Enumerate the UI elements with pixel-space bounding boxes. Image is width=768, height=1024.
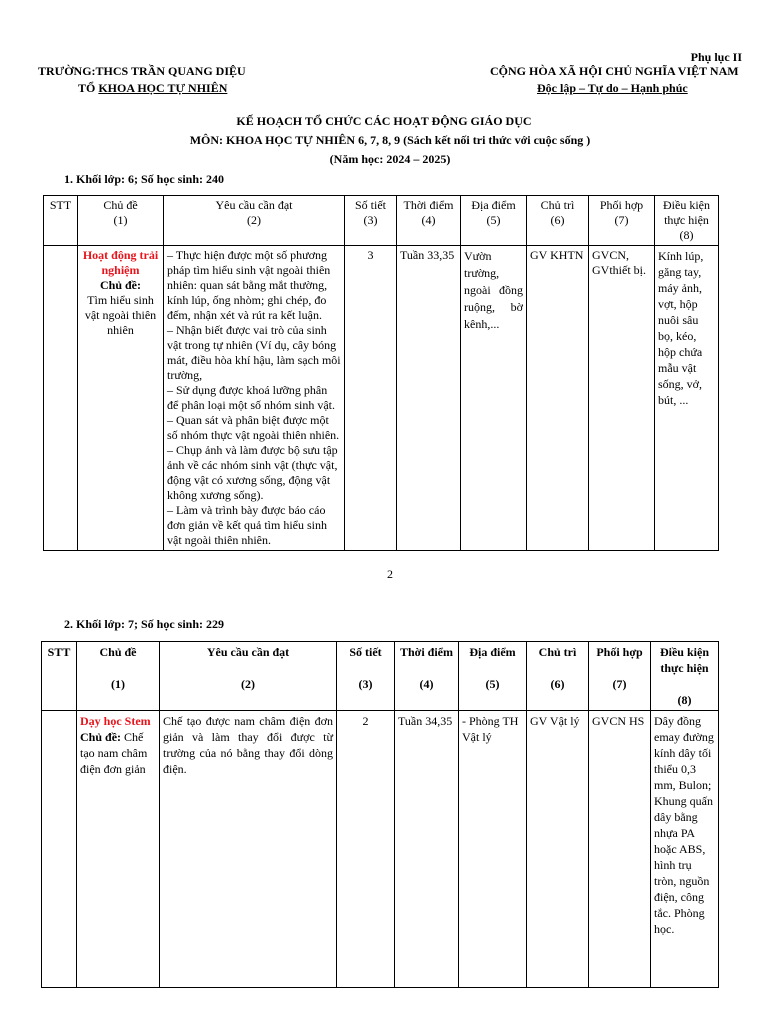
cell-topic xyxy=(78,246,164,551)
appendix-label: Phụ lục II xyxy=(690,50,742,64)
topic-label: Chủ đề: xyxy=(99,278,141,292)
cell-lead: GV KHTN xyxy=(527,246,589,551)
header-requirements: Yêu cầu cần đạt (2) xyxy=(164,196,345,246)
cell-periods: 2 xyxy=(337,711,395,988)
header-topic: Chủ đề (1) xyxy=(78,196,164,246)
cell-conditions: Kính lúp, găng tay, máy ảnh, vợt, hộp nuôi sâu bọ, kéo, hộp chứa mẫu vật sống, vở, bút, ... xyxy=(655,246,719,551)
doc-subject: MÔN: KHOA HỌC TỰ NHIÊN 6, 7, 8, 9 (Sách kết nối tri thức với cuộc sống ) xyxy=(189,133,591,147)
cell-coordination: GVCN HS xyxy=(589,711,651,988)
header-conditions: Điều kiện thực hiện (8) xyxy=(655,196,719,246)
topic-label: Chủ đề: xyxy=(80,730,122,744)
table-header-row xyxy=(42,642,719,711)
cell-requirements xyxy=(164,246,345,551)
header-coordination: Phối hợp (7) xyxy=(589,642,651,711)
requirement-item: – Thực hiện được một số phương pháp tìm hiểu sinh vật ngoài thiên nhiên: quan sát bằng mắt thường, kính lúp, ống nhòm; ghi chép, đo đếm, nhận xét và rút ra kết luận. xyxy=(167,248,331,322)
header-time: Thời điểm (4) xyxy=(395,642,459,711)
activity-type: Dạy học Stem xyxy=(80,714,151,728)
table-row xyxy=(42,711,719,988)
page-number: 2 xyxy=(387,567,393,581)
header-requirements: Yêu cầu cần đạt (2) xyxy=(160,642,337,711)
section1-heading: 1. Khối lớp: 6; Số học sinh: 240 xyxy=(64,172,225,186)
requirement-item: – Làm và trình bày được báo cáo đơn giản về kết quả tìm hiểu sinh vật ngoài thiên nhiên. xyxy=(167,503,327,547)
activity-type: Hoạt động trải nghiệm xyxy=(82,248,159,277)
motto: Độc lập – Tự do – Hạnh phúc xyxy=(537,81,688,95)
cell-topic xyxy=(77,711,160,988)
table-header-row xyxy=(44,196,719,246)
requirement-item: – Sử dụng được khoá lưỡng phân để phân loại một số nhóm sinh vật. xyxy=(167,383,335,412)
header-time: Thời điểm (4) xyxy=(397,196,461,246)
topic-name: Tìm hiểu sinh vật ngoài thiên nhiên xyxy=(84,293,157,337)
header-place: Địa điểm (5) xyxy=(459,642,527,711)
section2-heading: 2. Khối lớp: 7; Số học sinh: 229 xyxy=(64,617,225,631)
department xyxy=(78,81,227,95)
header-coordination: Phối hợp (7) xyxy=(589,196,655,246)
cell-time: Tuần 33,35 xyxy=(397,246,461,551)
header-periods: Số tiết (3) xyxy=(337,642,395,711)
plan-table-grade7 xyxy=(41,641,719,988)
requirement-item: – Nhận biết được vai trò của sinh vật trong tự nhiên (Ví dụ, cây bóng mát, điều hòa khí hậu, làm sạch môi trường, xyxy=(167,323,341,382)
cell-time: Tuần 34,35 xyxy=(395,711,459,988)
table-row xyxy=(44,246,719,551)
topic-name: Chế tạo nam châm điện đơn giản xyxy=(80,730,148,776)
cell-place: Vườn trường, ngoài đồng ruộng, bờ kênh,... xyxy=(461,246,527,551)
header-stt: STT xyxy=(42,642,77,711)
cell-periods: 3 xyxy=(345,246,397,551)
nation-name: CỘNG HÒA XÃ HỘI CHỦ NGHĨA VIỆT NAM xyxy=(490,64,739,78)
header-place: Địa điểm (5) xyxy=(461,196,527,246)
department-prefix: TỔ xyxy=(78,81,99,95)
cell-conditions: Dây đồng emay đường kính dây tối thiểu 0,3 mm, Bulon; Khung quấn dây bằng nhựa PA hoặc ABS, hình trụ tròn, nguồn điện, công tắc. Phòng học. xyxy=(651,711,719,988)
cell-stt xyxy=(44,246,78,551)
header-topic: Chủ đề (1) xyxy=(77,642,160,711)
requirement-item: – Quan sát và phân biệt được một số nhóm thực vật ngoài thiên nhiên. xyxy=(167,413,340,442)
doc-title: KẾ HOẠCH TỔ CHỨC CÁC HOẠT ĐỘNG GIÁO DỤC xyxy=(236,114,532,128)
cell-place: - Phòng TH Vật lý xyxy=(459,711,527,988)
cell-lead: GV Vật lý xyxy=(527,711,589,988)
requirement-item: – Chụp ảnh và làm được bộ sưu tập ảnh về các nhóm sinh vật (thực vật, động vật có xương sống, động vật không xương sống). xyxy=(167,443,338,502)
header-lead: Chủ trì (6) xyxy=(527,196,589,246)
school-year: (Năm học: 2024 – 2025) xyxy=(329,152,451,166)
header-stt: STT xyxy=(44,196,78,246)
cell-requirements: Chế tạo được nam châm điện đơn giản và làm thay đổi được từ trường của nó bằng thay đổi dòng điện. xyxy=(160,711,337,988)
cell-stt xyxy=(42,711,77,988)
header-lead: Chủ trì (6) xyxy=(527,642,589,711)
department-name: KHOA HỌC TỰ NHIÊN xyxy=(98,81,228,95)
cell-coordination: GVCN, GVthiết bị. xyxy=(589,246,655,551)
header-periods: Số tiết (3) xyxy=(345,196,397,246)
header-conditions: Điều kiện thực hiện (8) xyxy=(651,642,719,711)
school-name: TRƯỜNG:THCS TRẦN QUANG DIỆU xyxy=(38,64,246,78)
plan-table-grade6 xyxy=(43,195,719,551)
